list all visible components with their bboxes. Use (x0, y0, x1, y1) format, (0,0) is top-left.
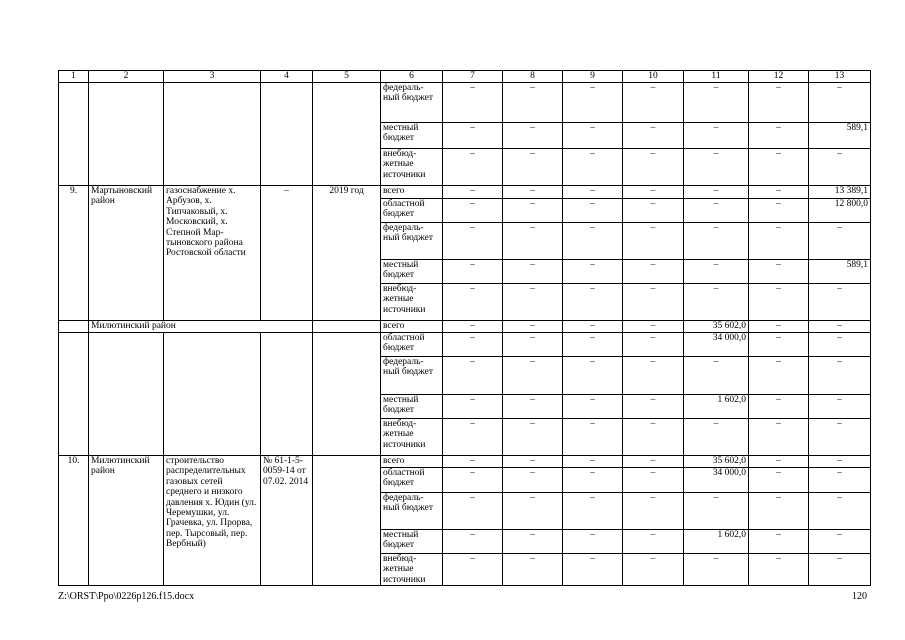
col-header: 5 (313, 71, 381, 83)
empty-cell (261, 83, 313, 186)
table-row (59, 321, 871, 333)
dash: – (563, 83, 623, 123)
dash: – (623, 333, 684, 357)
dash: – (809, 554, 871, 586)
budget-type: федераль-ный бюджет (381, 493, 443, 530)
header-row (59, 71, 871, 83)
dash: – (443, 395, 503, 419)
value-c13: 13 389,1 (809, 186, 871, 199)
empty-cell (59, 333, 89, 456)
col-header: 4 (261, 71, 313, 83)
budget-table (58, 70, 871, 586)
year-cell: 2019 год (313, 186, 381, 321)
dash: – (623, 284, 684, 321)
dash: – (809, 530, 871, 554)
table-row (59, 186, 871, 199)
dash: – (563, 284, 623, 321)
dash: – (443, 284, 503, 321)
district-cell: Мартыновский район (89, 186, 164, 321)
dash: – (443, 530, 503, 554)
dash: – (684, 223, 749, 260)
dash: – (623, 260, 684, 284)
dash: – (503, 321, 563, 333)
dash: – (684, 284, 749, 321)
dash: – (503, 395, 563, 419)
dash: – (684, 123, 749, 149)
dash: – (443, 419, 503, 456)
doc-cell: – (261, 186, 313, 321)
dash: – (749, 223, 809, 260)
dash: – (443, 333, 503, 357)
budget-type: областной бюджет (381, 468, 443, 493)
dash: – (749, 321, 809, 333)
dash: – (749, 530, 809, 554)
value-c11: 1 602,0 (684, 530, 749, 554)
col-header: 7 (443, 71, 503, 83)
dash: – (563, 149, 623, 186)
dash: – (563, 199, 623, 223)
dash: – (749, 186, 809, 199)
dash: – (623, 223, 684, 260)
value-c11: 34 000,0 (684, 468, 749, 493)
dash: – (503, 186, 563, 199)
budget-type: всего (381, 456, 443, 468)
dash: – (503, 357, 563, 395)
dash: – (684, 149, 749, 186)
dash: – (443, 554, 503, 586)
empty-cell (313, 333, 381, 456)
budget-type: областной бюджет (381, 333, 443, 357)
budget-type: местный бюджет (381, 123, 443, 149)
dash: – (563, 186, 623, 199)
dash: – (443, 199, 503, 223)
dash: – (749, 468, 809, 493)
col-header: 13 (809, 71, 871, 83)
dash: – (749, 83, 809, 123)
empty-cell (313, 456, 381, 586)
dash: – (749, 149, 809, 186)
value-c13: 589,1 (809, 260, 871, 284)
dash: – (563, 456, 623, 468)
dash: – (684, 186, 749, 199)
budget-type: внебюд-жетные источники (381, 149, 443, 186)
dash: – (503, 223, 563, 260)
dash: – (563, 530, 623, 554)
dash: – (503, 260, 563, 284)
dash: – (443, 149, 503, 186)
dash: – (809, 456, 871, 468)
district-title: Милютинский район (89, 321, 313, 333)
budget-type: федераль-ный бюджет (381, 223, 443, 260)
row-number: 10. (59, 456, 89, 586)
col-header: 8 (503, 71, 563, 83)
dash: – (563, 468, 623, 493)
dash: – (563, 554, 623, 586)
dash: – (749, 260, 809, 284)
dash: – (749, 123, 809, 149)
empty-cell (59, 83, 89, 186)
value-c11: 35 602,0 (684, 321, 749, 333)
budget-type: федераль-ный бюджет (381, 83, 443, 123)
col-header: 9 (563, 71, 623, 83)
dash: – (809, 468, 871, 493)
col-header: 12 (749, 71, 809, 83)
dash: – (443, 321, 503, 333)
dash: – (443, 357, 503, 395)
dash: – (684, 493, 749, 530)
dash: – (623, 199, 684, 223)
dash: – (503, 199, 563, 223)
dash: – (749, 199, 809, 223)
dash: – (503, 554, 563, 586)
dash: – (563, 123, 623, 149)
dash: – (749, 284, 809, 321)
dash: – (503, 468, 563, 493)
dash: – (749, 419, 809, 456)
dash: – (623, 321, 684, 333)
empty-cell (164, 333, 261, 456)
dash: – (503, 333, 563, 357)
budget-type: внебюд-жетные источники (381, 554, 443, 586)
file-path: Z:\ORST\Ppo\0226p126.f15.docx (58, 591, 195, 602)
dash: – (623, 419, 684, 456)
dash: – (503, 83, 563, 123)
dash: – (809, 395, 871, 419)
table-row (59, 83, 871, 123)
dash: – (623, 149, 684, 186)
dash: – (503, 530, 563, 554)
dash: – (563, 493, 623, 530)
dash: – (443, 456, 503, 468)
dash: – (623, 123, 684, 149)
dash: – (623, 468, 684, 493)
dash: – (443, 468, 503, 493)
dash: – (503, 419, 563, 456)
dash: – (623, 456, 684, 468)
empty-cell (313, 83, 381, 186)
budget-type: местный бюджет (381, 260, 443, 284)
budget-type: внебюд-жетные источники (381, 284, 443, 321)
dash: – (749, 395, 809, 419)
dash: – (749, 357, 809, 395)
empty-cell (164, 83, 261, 186)
district-cell: Милютинский район (89, 456, 164, 586)
dash: – (809, 419, 871, 456)
doc-cell: № 61-1-5-0059-14 от 07.02. 2014 (261, 456, 313, 586)
dash: – (563, 357, 623, 395)
object-cell: газоснабжение х. Арбузов, х. Типчаковый, х. Московский, х. Степной Мар-тыновского района Ростовской области (164, 186, 261, 321)
value-c13: – (809, 83, 871, 123)
dash: – (563, 395, 623, 419)
page-number: 120 (852, 591, 867, 602)
table-row (59, 333, 871, 357)
value-c13: 589,1 (809, 123, 871, 149)
dash: – (503, 493, 563, 530)
dash: – (684, 260, 749, 284)
col-header: 6 (381, 71, 443, 83)
dash: – (809, 321, 871, 333)
row-number: 9. (59, 186, 89, 321)
dash: – (684, 419, 749, 456)
budget-type: федераль-ный бюджет (381, 357, 443, 395)
dash: – (684, 83, 749, 123)
empty-cell (89, 83, 164, 186)
budget-type: местный бюджет (381, 530, 443, 554)
dash: – (503, 149, 563, 186)
budget-type: всего (381, 321, 443, 333)
dash: – (443, 223, 503, 260)
dash: – (443, 493, 503, 530)
budget-type: областной бюджет (381, 199, 443, 223)
value-c13: – (809, 149, 871, 186)
col-header: 2 (89, 71, 164, 83)
dash: – (563, 321, 623, 333)
dash: – (443, 123, 503, 149)
empty-cell (313, 321, 381, 333)
dash: – (809, 284, 871, 321)
dash: – (623, 395, 684, 419)
empty-cell (89, 333, 164, 456)
value-c11: 34 000,0 (684, 333, 749, 357)
dash: – (563, 260, 623, 284)
dash: – (749, 493, 809, 530)
dash: – (684, 554, 749, 586)
budget-type: внебюд-жетные источники (381, 419, 443, 456)
dash: – (809, 333, 871, 357)
dash: – (503, 456, 563, 468)
value-c13: 12 800,0 (809, 199, 871, 223)
dash: – (623, 186, 684, 199)
col-header: 1 (59, 71, 89, 83)
dash: – (749, 554, 809, 586)
dash: – (809, 223, 871, 260)
value-c11: 35 602,0 (684, 456, 749, 468)
dash: – (443, 260, 503, 284)
dash: – (503, 123, 563, 149)
dash: – (563, 223, 623, 260)
budget-type: всего (381, 186, 443, 199)
dash: – (563, 419, 623, 456)
col-header: 3 (164, 71, 261, 83)
value-c11: 1 602,0 (684, 395, 749, 419)
dash: – (749, 456, 809, 468)
dash: – (623, 493, 684, 530)
dash: – (809, 493, 871, 530)
dash: – (623, 554, 684, 586)
object-cell: строительство распределительных газовых сетей среднего и низкого давления х. Юдин (ул. Черемушки, ул. Грачевка, ул. Прорва, пер. Тырсовый, пер. Вербный) (164, 456, 261, 586)
empty-cell (261, 333, 313, 456)
dash: – (443, 186, 503, 199)
budget-type: местный бюджет (381, 395, 443, 419)
dash: – (623, 357, 684, 395)
empty-cell (59, 321, 89, 333)
dash: – (623, 530, 684, 554)
col-header: 10 (623, 71, 684, 83)
dash: – (684, 357, 749, 395)
table-row (59, 456, 871, 468)
dash: – (684, 199, 749, 223)
dash: – (749, 333, 809, 357)
dash: – (809, 357, 871, 395)
col-header: 11 (684, 71, 749, 83)
dash: – (563, 333, 623, 357)
dash: – (503, 284, 563, 321)
dash: – (443, 83, 503, 123)
dash: – (623, 83, 684, 123)
